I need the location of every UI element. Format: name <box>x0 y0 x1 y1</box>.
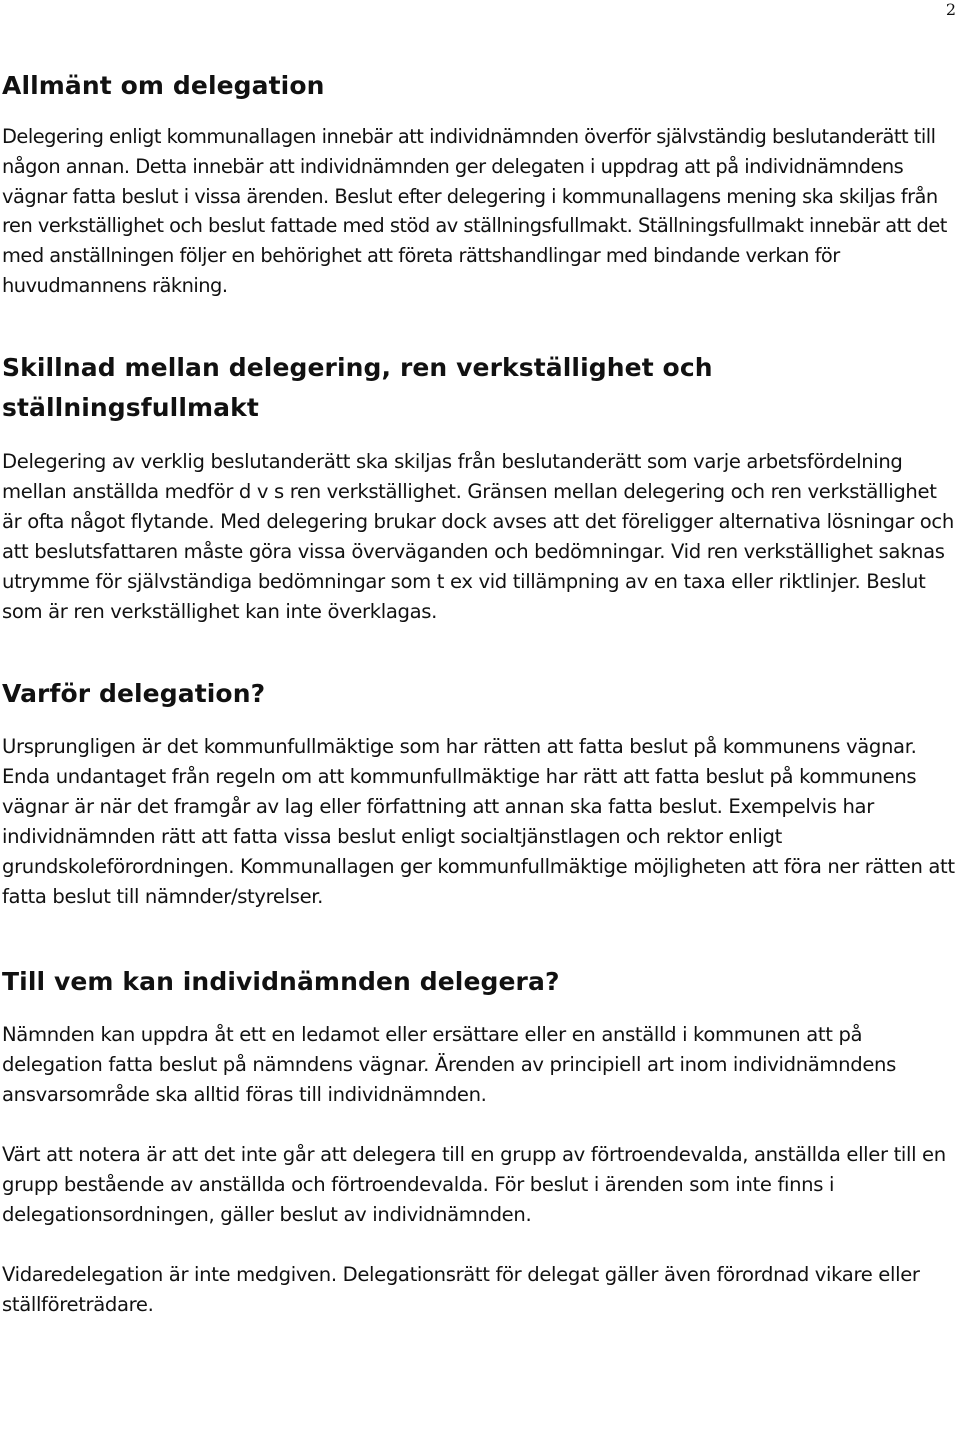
section-difference <box>2 348 958 627</box>
section-heading: Allmänt om delegation <box>2 71 325 100</box>
body-paragraph: Nämnden kan uppdra åt ett en ledamot eller ersättare eller en anställd i kommunen att på delegation fatta beslut på nämndens vägnar. Ärenden av principiell art inom individnämndens ansvarsområde ska alltid föras till individnämnden. <box>2 1022 896 1106</box>
document-body <box>2 66 958 1320</box>
body-paragraph: Vidaredelegation är inte medgiven. Delegationsrätt för delegat gäller även förordnad vikare eller ställföreträdare. <box>2 1262 920 1316</box>
body-paragraph: Ursprungligen är det kommunfullmäktige som har rätten att fatta beslut på kommunens vägnar. Enda undantaget från regeln om att kommunfullmäktige har rätt att fatta beslut på kommunens vägnar är när det framgår av lag eller författning att annan ska fatta beslut. Exempelvis har individnämnden rätt att fatta vissa beslut enligt socialtjänstlagen och rektor enligt grundskoleförordningen. Kommunallagen ger kommunfullmäktige möjligheten att föra ner rätten att fatta beslut till nämnder/styrelser. <box>2 734 955 908</box>
section-why-delegation <box>2 674 958 912</box>
section-to-whom <box>2 962 958 1320</box>
section-general-delegation <box>2 66 958 301</box>
section-heading: Varför delegation? <box>2 678 266 708</box>
body-paragraph: Värt att notera är att det inte går att delegera till en grupp av förtroendevalda, anställda eller till en grupp bestående av anställda och förtroendevalda. För beslut i ärenden som inte finns i delegationsordningen, gäller beslut av individnämnden. <box>2 1142 946 1226</box>
section-heading: Till vem kan individnämnden delegera? <box>2 966 560 996</box>
body-paragraph: Delegering enligt kommunallagen innebär att individnämnden överför självständig beslutanderätt till någon annan. Detta innebär att individnämnden ger delegaten i uppdrag att på individnämndens vägnar fatta beslut i vissa ärenden. Beslut efter delegering i kommunallagens mening ska skiljas från ren verkställighet och beslut fattade med stöd av ställningsfullmakt. Ställningsfullmakt innebär att det med anställningen följer en behörighet att företa rättshandlingar med bindande verkan för huvudmannens räkning. <box>2 125 947 297</box>
section-heading: Skillnad mellan delegering, ren verkställighet och ställningsfullmakt <box>2 352 713 422</box>
body-paragraph: Delegering av verklig beslutanderätt ska skiljas från beslutanderätt som varje arbetsfördelning mellan anställda medför d v s ren verkställighet. Gränsen mellan delegering och ren verkställighet är ofta något flytande. Med delegering brukar dock avses att det föreligger alternativa lösningar och att beslutsfattaren måste göra vissa överväganden och bedömningar. Vid ren verkställighet saknas utrymme för självständiga bedömningar som t ex vid tillämpning av en taxa eller riktlinjer. Beslut som är ren verkställighet kan inte överklagas. <box>2 449 954 623</box>
page-number: 2 <box>945 0 956 19</box>
